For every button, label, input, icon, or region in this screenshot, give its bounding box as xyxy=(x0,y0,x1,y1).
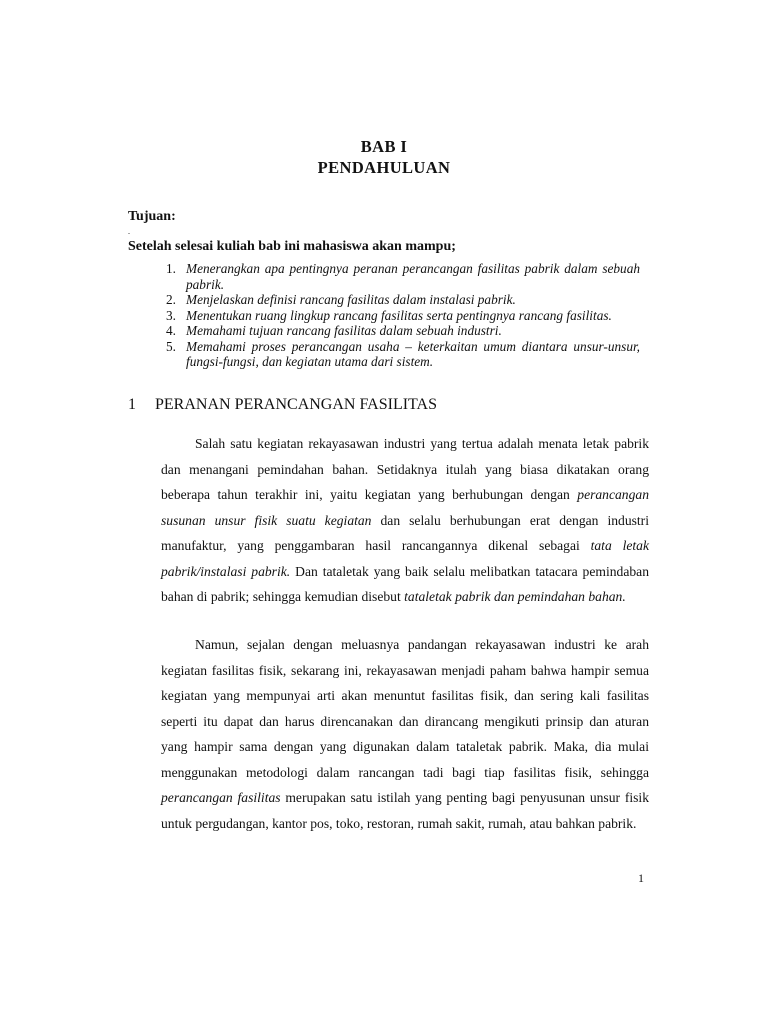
list-item-number: 1. xyxy=(166,261,176,276)
list-item-text: Menjelaskan definisi rancang fasilitas dalam instalasi pabrik. xyxy=(186,292,516,307)
paragraph-2-text-1: Namun, sejalan dengan meluasnya pandangan rekayasawan industri ke arah kegiatan fasilitas fisik, sekarang ini, rekayasawan menjadi paham bahwa hampir semua kegiatan yang mempunyai arti akan menuntut fasilitas fisik, dan sering kali fasilitas seperti itu dapat dan harus direncanakan dan dirancang mengikuti prinsip dan aturan yang hampir sama dengan yang digunakan dalam tataletak pabrik. Maka, dia mulai menggunakan metodologi dalam rancangan tadi bagi tiap fasilitas fisik, sehingga xyxy=(161,637,649,780)
list-item xyxy=(160,308,640,324)
list-item xyxy=(160,323,640,339)
list-item-text: Memahami tujuan rancang fasilitas dalam sebuah industri. xyxy=(186,323,502,338)
list-item-number: 2. xyxy=(166,292,176,307)
list-item-number: 5. xyxy=(166,338,176,354)
paragraph-1-text-2: dan selalu berhubungan erat dengan industri manufaktur, yang penggambaran hasil rancangannya dikenal sebagai xyxy=(161,512,649,553)
paragraph-1-emphasis-2: tata letak pabrik/instalasi pabrik. xyxy=(161,538,649,579)
paragraph-1-emphasis-3: tataletak pabrik dan pemindahan bahan. xyxy=(404,589,626,604)
objectives-intro: Setelah selesai kuliah bab ini mahasiswa akan mampu; xyxy=(128,239,456,254)
tujuan-heading: Tujuan: xyxy=(128,209,176,224)
paragraph-2-text-2: merupakan satu istilah yang penting bagi penyusunan unsur fisik untuk pergudangan, kantor pos, toko, restoran, rumah sakit, rumah, atau bahkan pabrik. xyxy=(161,790,649,831)
section-number: 1 xyxy=(128,396,136,413)
paragraph-1-emphasis-1: perancangan susunan unsur fisik suatu kegiatan xyxy=(161,487,649,528)
stray-dot: . xyxy=(128,227,130,236)
section-heading xyxy=(128,396,437,414)
chapter-title: PENDAHULUAN xyxy=(317,158,451,177)
list-item-text: Menerangkan apa pentingnya peranan perancangan fasilitas pabrik dalam sebuah pabrik. xyxy=(186,261,640,292)
list-item-number: 4. xyxy=(166,323,176,338)
paragraph-1-text-1: Salah satu kegiatan rekayasawan industri yang tertua adalah menata letak pabrik dan menangani pemindahan bahan. Setidaknya itulah yang biasa dikatakan orang beberapa tahun terakhir ini, yaitu kegiatan yang berhubungan dengan xyxy=(161,436,649,502)
page-number: 1 xyxy=(638,871,644,885)
list-item xyxy=(160,292,640,308)
list-item-number: 3. xyxy=(166,307,176,323)
list-item-text: Menentukan ruang lingkup rancang fasilitas serta pentingnya rancang fasilitas. xyxy=(186,307,612,323)
paragraph-1 xyxy=(161,431,649,610)
paragraph-1-text-3: Dan tataletak yang baik selalu melibatkan tatacara pemindaban bahan di pabrik; sehingga kemudian disebut xyxy=(161,563,649,604)
objectives-list xyxy=(160,261,640,370)
paragraph-2-emphasis-1: perancangan fasilitas xyxy=(161,790,281,805)
list-item xyxy=(160,339,640,370)
paragraph-2 xyxy=(161,632,649,836)
section-title: PERANAN PERANCANGAN FASILITAS xyxy=(155,396,437,413)
chapter-number: BAB I xyxy=(360,137,408,156)
list-item xyxy=(160,261,640,292)
list-item-text: Memahami proses perancangan usaha – keterkaitan umum diantara unsur-unsur, fungsi-fungsi, dan kegiatan utama dari sistem. xyxy=(186,338,640,369)
